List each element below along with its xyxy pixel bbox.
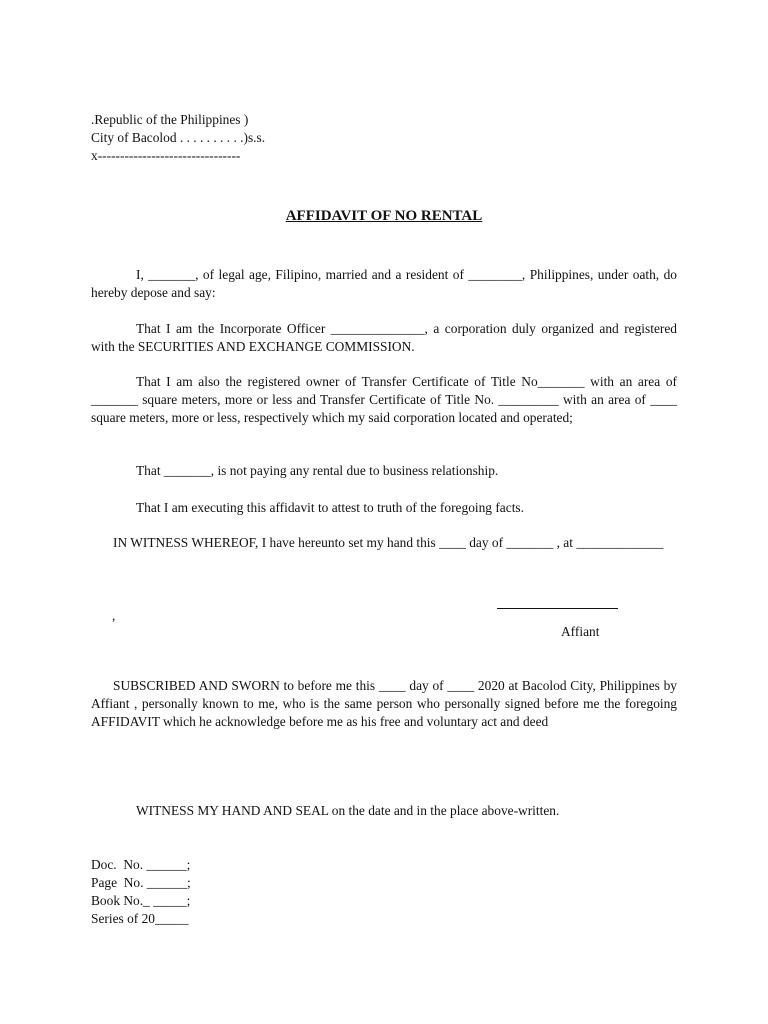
venue-country: .Republic of the Philippines ): [91, 112, 249, 127]
paragraph-executing: That I am executing this affidavit to attest to truth of the foregoing facts.: [136, 500, 524, 515]
venue-city: City of Bacolod . . . . . . . . . .)s.s.: [91, 130, 266, 145]
notary-details: [91, 856, 677, 928]
paragraph-witness: IN WITNESS WHEREOF, I have hereunto set my hand this ____ day of _______ , at _____________: [113, 535, 664, 550]
place-comma: ,: [112, 608, 116, 623]
paragraph-no-rental: That _______, is not paying any rental due to business relationship.: [136, 463, 499, 478]
paragraph-subscribed: SUBSCRIBED AND SWORN to before me this ____ day of ____ 2020 at Bacolod City, Philippines by Affiant , personally known to me, who is the same person who personally signed before me the foregoing AFFIDAVIT which he acknowledge before me as his free and voluntary act and deed: [91, 678, 677, 729]
paragraph-intro: I, _______, of legal age, Filipino, married and a resident of ________, Philippines, under oath, do hereby depose and say:: [91, 267, 677, 300]
venue-divider: x--------------------------------: [91, 148, 241, 163]
notary-doc-no: Doc. No. ______;: [91, 857, 191, 872]
venue-header: [91, 111, 677, 165]
notary-page-no: Page No. ______;: [91, 875, 191, 890]
paragraph-owner: That I am also the registered owner of Transfer Certificate of Title No_______ with an area of _______ square meters, more or less and Transfer Certificate of Title No. _________ with an area of ____ square meters, more or less, respectively which my said corporation located and operated;: [91, 374, 677, 425]
affiant-label: Affiant: [561, 624, 600, 639]
notary-book-no: Book No._ _____;: [91, 893, 191, 908]
notary-series: Series of 20_____: [91, 911, 189, 926]
document-title: AFFIDAVIT OF NO RENTAL: [285, 208, 483, 224]
paragraph-officer: That I am the Incorporate Officer ______________, a corporation duly organized and registered with the SECURITIES AND EXCHANGE COMMISSION.: [91, 321, 677, 354]
affiant-signature-line: [497, 608, 618, 609]
paragraph-seal: WITNESS MY HAND AND SEAL on the date and in the place above-written.: [136, 803, 560, 818]
